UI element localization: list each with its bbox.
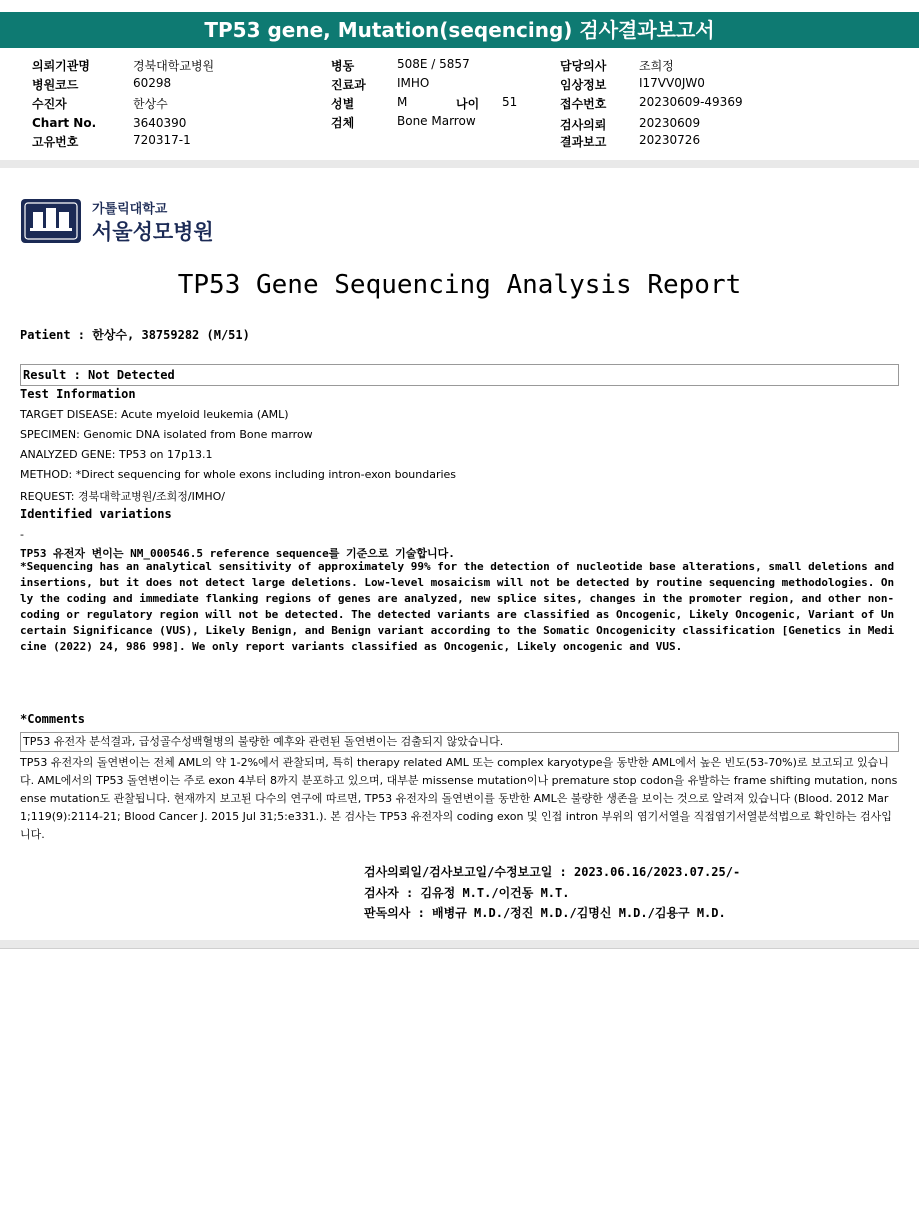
comment-body: TP53 유전자의 돌연변이는 전체 AML의 약 1-2%에서 관찰되며, 특히 therapy related AML 또는 complex karyotype을 동반한 AML에서 높은 빈도(53-70%)로 보고되고 있습니다. AML에서의 TP53 돌연변이는 주로 exon 4부터 8까지 분포하고 있으며, 대부분 missense mutation이나 premature stop codon을 유발하는 frame shifting mutation, nonsense mutation도 관찰됩니다. 현재까지 보고된 다수의 연구에 따르면, TP53 유전자의 돌연변이를 동반한 AML은 불량한 생존을 보이는 것으로 알려져 있습니다 (Blood. 2012 Mar 1;119(9):2114-21; Blood Cancer J. 2015 Jul 31;5:e331.). 본 검사는 TP53 유전자의 coding exon 및 인접 intron 부위의 염기서열을 직접염기서열분석법으로 확인하는 검사입니다. <box>20 756 898 841</box>
info-label-institution: 의뢰기관명 <box>32 59 90 73</box>
info-label-sex: 성별 <box>331 97 355 111</box>
report-title: TP53 Gene Sequencing Analysis Report <box>177 270 742 300</box>
hospital-logo <box>20 198 220 244</box>
target-disease-line: TARGET DISEASE: Acute myeloid leukemia (AML) <box>20 408 289 421</box>
info-value-hospital-code: 60298 <box>133 76 172 90</box>
hospital-seal-icon <box>20 198 82 244</box>
reference-note: TP53 유전자 변이는 NM_000546.5 reference sequence를 기준으로 기술합니다. <box>20 547 455 560</box>
info-value-sex: M <box>397 95 408 109</box>
info-label-hospital-code: 병원코드 <box>32 78 79 92</box>
info-value-physician: 조희정 <box>639 59 674 73</box>
info-label-patient: 수진자 <box>32 97 67 111</box>
report-body <box>0 168 919 940</box>
patient-line: Patient : 한상수, 38759282 (M/51) <box>20 328 250 342</box>
info-value-patient: 한상수 <box>133 97 168 111</box>
bottom-rule <box>0 948 919 949</box>
report-header-title: TP53 gene, Mutation(seqencing) 검사결과보고서 <box>0 12 919 48</box>
info-label-department: 진료과 <box>331 78 366 92</box>
info-label-request-date: 검사의뢰 <box>560 118 607 132</box>
info-value-request-date: 20230609 <box>639 116 701 130</box>
info-label-clinical-info: 임상정보 <box>560 78 607 92</box>
info-label-unique-no: 고유번호 <box>32 135 79 149</box>
info-value-clinical-info: I17VV0JW0 <box>639 76 705 90</box>
reviewing-doctors-line: 판독의사 : 배병규 M.D./정진 M.D./김명신 M.D./김용구 M.D. <box>364 906 726 920</box>
logo-hospital-name: 서울성모병원 <box>92 220 214 244</box>
request-line: REQUEST: 경북대학교병원/조희정/IMHO/ <box>20 490 225 503</box>
info-value-department: IMHO <box>397 76 430 90</box>
tester-line: 검사자 : 김유정 M.T./이건동 M.T. <box>364 886 570 900</box>
info-value-specimen: Bone Marrow <box>397 114 476 128</box>
info-value-receipt-no: 20230609-49369 <box>639 95 743 109</box>
sequencing-disclaimer: *Sequencing has an analytical sensitivity of approximately 99% for the detection of nucleotide base alterations, small deletions and insertions, but it does not detect large deletions. Low-level mosaicism will not be detected by routine sequencing methodologies. Only the coding and immediate flanking regions of genes are analyzed, new splice sites, changes in the promoter region, and other non-coding or regulatory region will not be detected. The detected variants are classified as Oncogenic, Likely Oncogenic, Variant of Uncertain Significance (VUS), Likely Benign, and Benign variant according to the Somatic Oncogenicity classification [Genetics in Medicine (2022) 24, 986 998]. We only report variants classified as Oncogenic, Likely oncogenic and VUS. <box>20 560 895 653</box>
result-box: Result : Not Detected <box>20 364 899 386</box>
info-label-physician: 담당의사 <box>560 59 607 73</box>
logo-university-name: 가톨릭대학교 <box>92 202 168 217</box>
specimen-line: SPECIMEN: Genomic DNA isolated from Bone marrow <box>20 428 313 441</box>
analyzed-gene-line: ANALYZED GENE: TP53 on 17p13.1 <box>20 448 213 461</box>
comment-summary-box: TP53 유전자 분석결과, 급성골수성백혈병의 불량한 예후와 관련된 돌연변이는 검출되지 않았습니다. <box>20 732 899 752</box>
info-label-receipt-no: 접수번호 <box>560 97 607 111</box>
info-value-chart-no: 3640390 <box>133 116 187 130</box>
info-label-ward: 병동 <box>331 59 355 73</box>
report-dates-line: 검사의뢰일/검사보고일/수정보고일 : 2023.06.16/2023.07.25/- <box>364 865 741 879</box>
info-value-unique-no: 720317-1 <box>133 133 191 147</box>
section-divider-bottom <box>0 940 919 948</box>
info-value-ward: 508E / 5857 <box>397 57 470 71</box>
patient-info-block <box>0 48 919 160</box>
info-value-institution: 경북대학교병원 <box>133 59 215 73</box>
info-label-age: 나이 <box>456 97 480 111</box>
method-line: METHOD: *Direct sequencing for whole exons including intron-exon boundaries <box>20 468 457 481</box>
info-value-age: 51 <box>502 95 518 109</box>
test-info-heading: Test Information <box>20 387 136 401</box>
section-divider-top <box>0 160 919 168</box>
info-value-report-date: 20230726 <box>639 133 701 147</box>
comments-heading: *Comments <box>20 712 86 726</box>
info-label-report-date: 결과보고 <box>560 135 607 149</box>
identified-variations-value: - <box>20 528 24 541</box>
info-label-chart-no: Chart No. <box>32 116 97 130</box>
identified-variations-heading: Identified variations <box>20 507 172 521</box>
info-label-specimen: 검체 <box>331 116 355 130</box>
